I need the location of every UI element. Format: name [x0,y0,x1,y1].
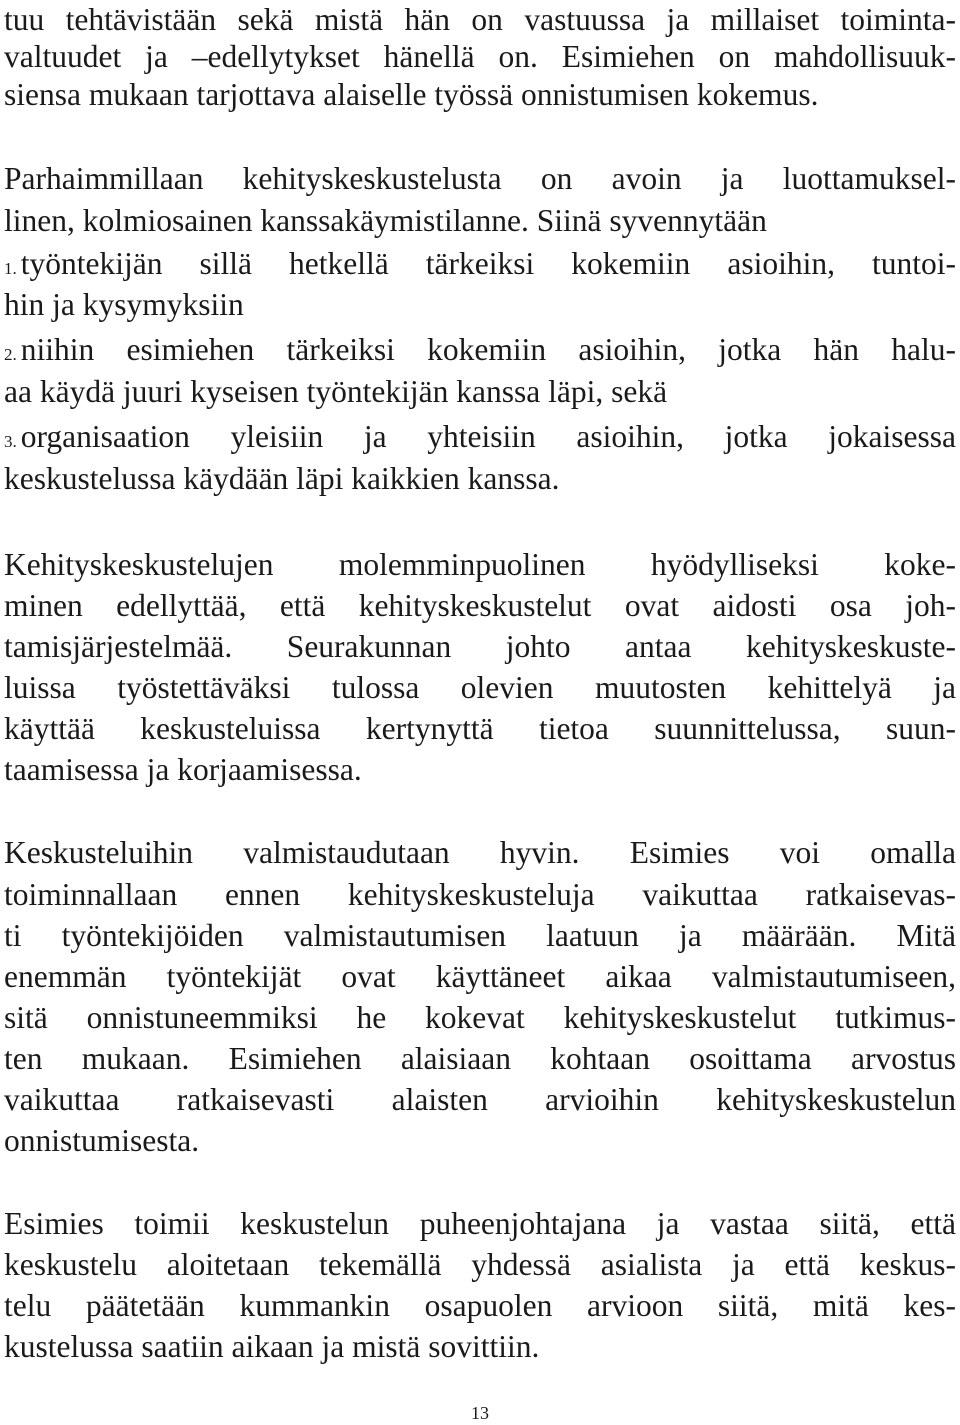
text-line: keskustelussa käydään läpi kaikkien kanssa. [4,461,560,496]
list-number: 1. [4,259,17,278]
text-line: siensa mukaan tarjottava alaiselle työssä onnistumisen kokemus. [4,77,819,112]
text-line: minen edellyttää, että kehityskeskustelut ovat aidosti osa joh- [4,588,956,623]
text-line: taamisessa ja korjaamisessa. [4,752,362,787]
text-line: enemmän työntekijät ovat käyttäneet aikaa valmistautumiseen, [4,959,956,994]
document-page [4,0,956,1425]
text-line: työntekijän sillä hetkellä tärkeiksi kokemiin asioihin, tuntoi- [20,246,956,281]
text-line: vaikuttaa ratkaisevasti alaisten arvioihin kehityskeskustelun [4,1082,956,1117]
text-line: ti työntekijöiden valmistautumisen laatuun ja määrään. Mitä [4,918,956,953]
text-line: Keskusteluihin valmistaudutaan hyvin. Esimies voi omalla [4,835,956,870]
text-line: organisaation yleisiin ja yhteisiin asioihin, jotka jokaisessa [20,419,956,454]
text-line: luissa työstettäväksi tulossa olevien muutosten kehittelyä ja [4,670,956,705]
text-line: käyttää keskusteluissa kertynyttä tietoa suunnittelussa, suun- [4,711,956,746]
numbered-list-item-2 [4,330,956,375]
page-number: 13 [471,1403,489,1423]
text-line: linen, kolmiosainen kanssakäymistilanne. Siinä syvennytään [4,203,767,238]
text-line: valtuudet ja –edellytykset hänellä on. Esimiehen on mahdollisuuk- [4,39,956,74]
text-line: Esimies toimii keskustelun puheenjohtajana ja vastaa siitä, että [4,1206,956,1241]
text-line: hin ja kysymyksiin [4,287,244,322]
text-line: tamisjärjestelmää. Seurakunnan johto antaa kehityskeskuste- [4,629,956,664]
text-line: niihin esimiehen tärkeiksi kokemiin asioihin, jotka hän halu- [20,332,956,367]
numbered-list-item-3 [4,417,956,462]
text-line: toiminnallaan ennen kehityskeskusteluja vaikuttaa ratkaisevas- [4,877,956,912]
text-line: aa käydä juuri kyseisen työntekijän kanssa läpi, sekä [4,374,668,409]
text-line: kustelussa saatiin aikaan ja mistä sovittiin. [4,1329,540,1364]
text-line: Parhaimmillaan kehityskeskustelusta on avoin ja luottamuksel- [4,161,956,196]
list-number: 3. [4,432,17,451]
text-line: sitä onnistuneemmiksi he kokevat kehityskeskustelut tutkimus- [4,1000,956,1035]
text-line: ten mukaan. Esimiehen alaisiaan kohtaan osoittama arvostus [4,1041,956,1076]
numbered-list-item-1 [4,244,956,289]
list-number: 2. [4,345,17,364]
text-line: tuu tehtävistään sekä mistä hän on vastuussa ja millaiset toiminta- [4,2,956,37]
text-line: telu päätetään kummankin osapuolen arvioon siitä, mitä kes- [4,1288,956,1323]
text-line: keskustelu aloitetaan tekemällä yhdessä asialista ja että keskus- [4,1247,956,1282]
text-line: onnistumisesta. [4,1123,200,1158]
text-line: Kehityskeskustelujen molemminpuolinen hyödylliseksi koke- [4,547,956,582]
